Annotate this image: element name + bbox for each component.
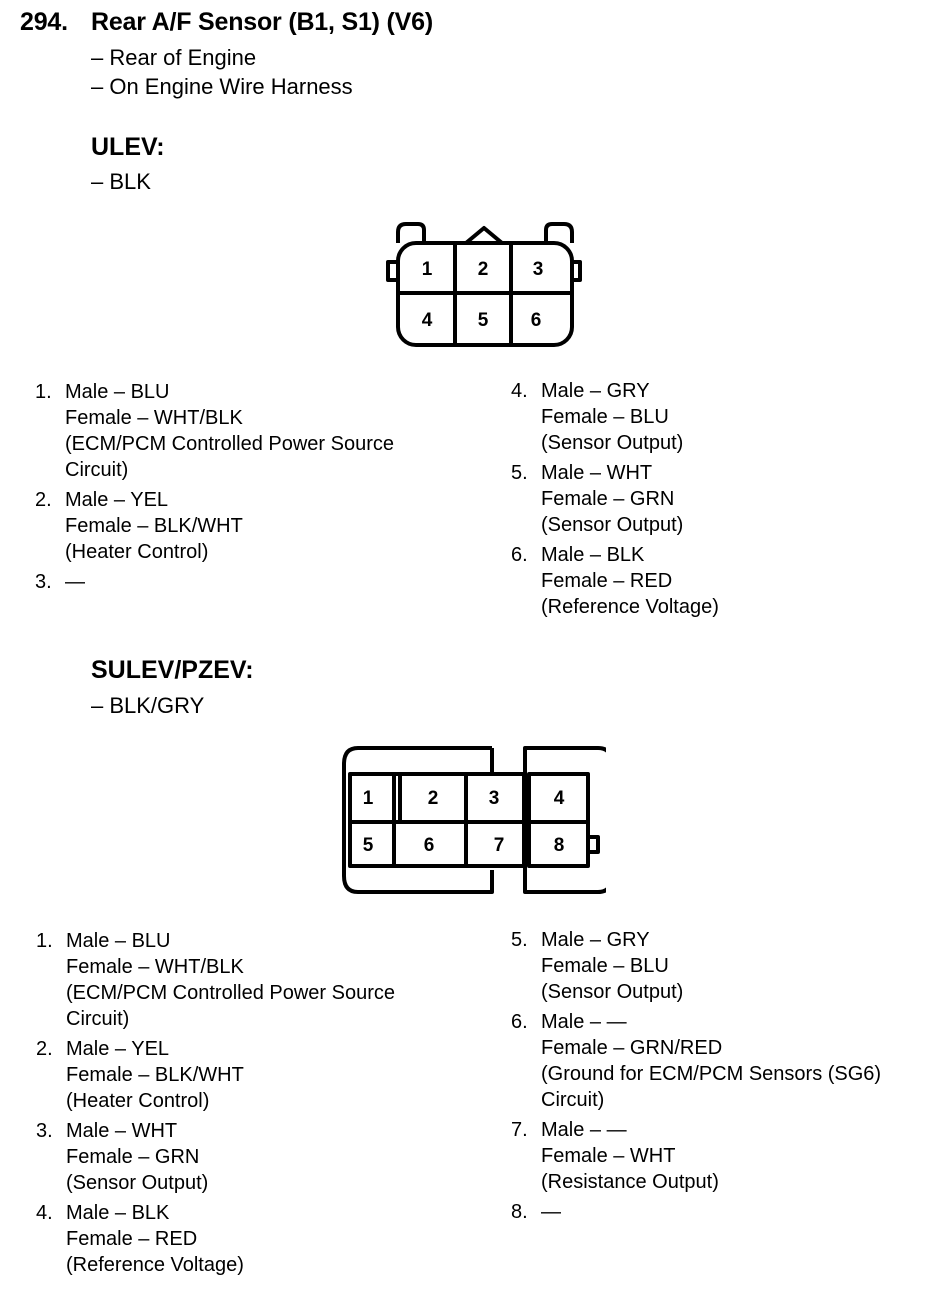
pin-description: (ECM/PCM Controlled Power Source	[65, 433, 394, 455]
pin-number: 5.	[511, 462, 528, 484]
pin-male: Male – BLU	[65, 381, 170, 403]
ulev-pin-entry-5	[511, 460, 931, 538]
pin-description: (Resistance Output)	[541, 1171, 719, 1193]
pin-male: Male – BLK	[66, 1202, 170, 1224]
sulev-pin-3: 3	[488, 788, 500, 809]
pin-male: Male – —	[541, 1119, 627, 1141]
pin-number: 5.	[511, 929, 528, 951]
pin-male: Male – YEL	[66, 1038, 170, 1060]
sulev-pin-4: 4	[553, 788, 565, 809]
pin-description: (Reference Voltage)	[66, 1254, 244, 1276]
pin-female: Female – BLU	[541, 406, 669, 428]
pin-female: Female – RED	[66, 1228, 198, 1250]
sulev-pin-entry-7	[511, 1117, 936, 1195]
pin-male: Male – GRY	[541, 929, 650, 951]
pin-description: (Ground for ECM/PCM Sensors (SG6)	[541, 1063, 882, 1085]
ulev-pin-entry-3	[35, 569, 475, 595]
pin-male: Male – YEL	[65, 489, 169, 511]
pin-female: Female – BLK/WHT	[66, 1064, 244, 1086]
pin-number: 2.	[35, 489, 52, 511]
pin-number: 6.	[511, 1011, 528, 1033]
sulev-pin-1: 1	[362, 788, 374, 809]
sulev-pin-entry-8	[511, 1199, 936, 1225]
ulev-connector-diagram	[380, 218, 590, 354]
item-number: 294.	[20, 8, 68, 36]
pin-description: (Sensor Output)	[541, 432, 684, 454]
pin-description: (Heater Control)	[65, 541, 209, 563]
pin-number: 1.	[35, 381, 52, 403]
ulev-pin-1: 1	[421, 259, 433, 280]
ulev-heading: ULEV:	[91, 133, 165, 161]
pin-number: 2.	[36, 1038, 53, 1060]
pin-description: (Sensor Output)	[541, 514, 684, 536]
sulev-pins-right	[511, 927, 936, 1229]
sulev-pin-entry-2	[36, 1036, 476, 1114]
ulev-pin-entry-1	[35, 379, 475, 483]
sulev-pin-5: 5	[362, 835, 374, 856]
sulev-pin-entry-4	[36, 1200, 476, 1278]
pin-female: Female – GRN	[541, 488, 675, 510]
pin-male: —	[541, 1201, 561, 1223]
ulev-pins-left	[35, 379, 475, 599]
sulev-connector-diagram	[336, 740, 606, 900]
ulev-pin-5: 5	[477, 310, 489, 331]
sulev-pins-left	[36, 928, 476, 1282]
location-2: – On Engine Wire Harness	[91, 74, 353, 99]
pin-female: Female – BLK/WHT	[65, 515, 243, 537]
pin-number: 3.	[36, 1120, 53, 1142]
pin-number: 8.	[511, 1201, 528, 1223]
pin-female: Female – WHT	[541, 1145, 676, 1167]
page-title: Rear A/F Sensor (B1, S1) (V6)	[91, 8, 433, 36]
pin-female: Female – GRN/RED	[541, 1037, 723, 1059]
pin-description-cont: Circuit)	[65, 459, 129, 481]
pin-description: (Sensor Output)	[541, 981, 684, 1003]
ulev-pin-4: 4	[421, 310, 433, 331]
ulev-pin-entry-2	[35, 487, 475, 565]
sulev-heading: SULEV/PZEV:	[91, 656, 254, 684]
ulev-pins-right	[511, 378, 931, 624]
sulev-pin-entry-5	[511, 927, 936, 1005]
pin-female: Female – WHT/BLK	[65, 407, 243, 429]
ulev-pin-entry-4	[511, 378, 931, 456]
pin-female: Female – GRN	[66, 1146, 200, 1168]
ulev-pin-3: 3	[532, 259, 544, 280]
pin-number: 4.	[511, 380, 528, 402]
pin-female: Female – WHT/BLK	[66, 956, 244, 978]
pin-female: Female – BLU	[541, 955, 669, 977]
pin-male: —	[65, 571, 85, 593]
pin-description-cont: Circuit)	[541, 1089, 605, 1111]
sulev-pin-7: 7	[493, 835, 505, 856]
pin-description: (Reference Voltage)	[541, 596, 719, 618]
sulev-pin-6: 6	[423, 835, 435, 856]
pin-male: Male – WHT	[541, 462, 653, 484]
sulev-pin-entry-6	[511, 1009, 936, 1113]
pin-male: Male – —	[541, 1011, 627, 1033]
pin-male: Male – WHT	[66, 1120, 178, 1142]
pin-male: Male – BLK	[541, 544, 645, 566]
pin-number: 3.	[35, 571, 52, 593]
ulev-wire-color: – BLK	[91, 169, 151, 194]
pin-number: 1.	[36, 930, 53, 952]
ulev-pin-6: 6	[530, 310, 542, 331]
pin-description: (ECM/PCM Controlled Power Source	[66, 982, 395, 1004]
sulev-wire-color: – BLK/GRY	[91, 693, 205, 718]
pin-female: Female – RED	[541, 570, 673, 592]
pin-number: 6.	[511, 544, 528, 566]
ulev-pin-entry-6	[511, 542, 931, 620]
pin-description: (Sensor Output)	[66, 1172, 209, 1194]
sulev-pin-entry-1	[36, 928, 476, 1032]
location-1: – Rear of Engine	[91, 45, 257, 70]
pin-male: Male – BLU	[66, 930, 171, 952]
sulev-pin-entry-3	[36, 1118, 476, 1196]
pin-number: 4.	[36, 1202, 53, 1224]
pin-description-cont: Circuit)	[66, 1008, 130, 1030]
ulev-pin-2: 2	[477, 259, 489, 280]
sulev-pin-2: 2	[427, 788, 439, 809]
sulev-pin-8: 8	[553, 835, 565, 856]
pin-number: 7.	[511, 1119, 528, 1141]
pin-male: Male – GRY	[541, 380, 650, 402]
pin-description: (Heater Control)	[66, 1090, 210, 1112]
